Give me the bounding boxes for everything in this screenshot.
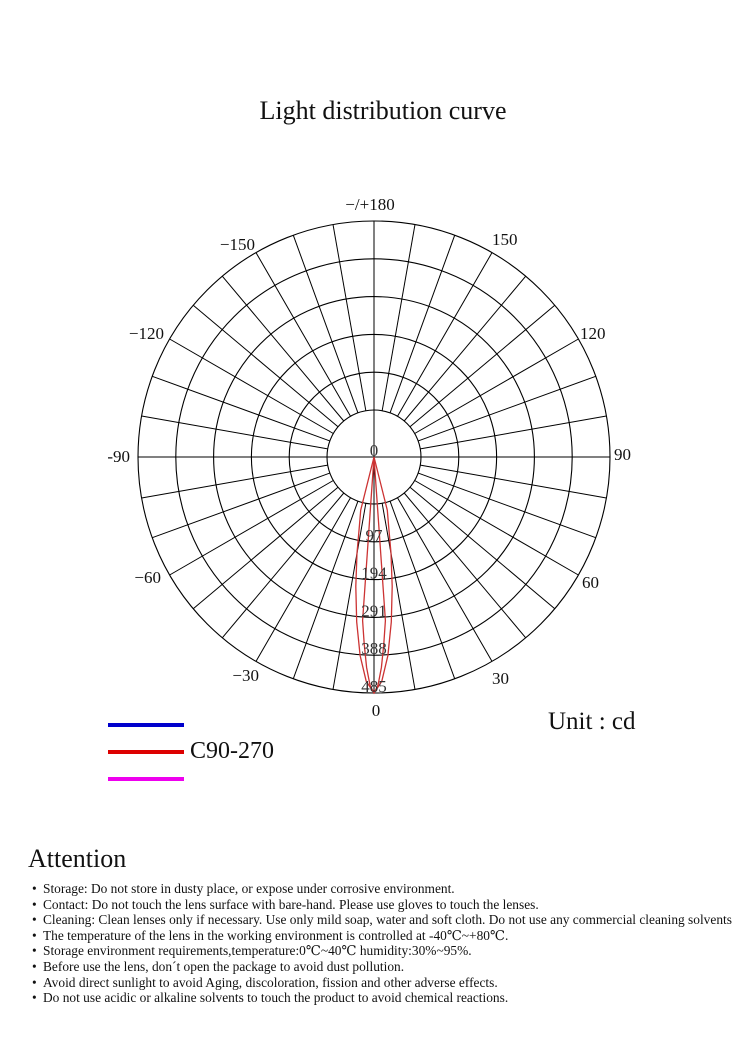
angle-label: −60 — [134, 568, 161, 587]
attention-item: • Do not use acidic or alkaline solvents to touch the product to avoid chemical reactions. — [32, 990, 732, 1006]
legend-line-blue — [108, 723, 184, 727]
legend-label: C90-270 — [190, 738, 274, 764]
grid-spoke — [142, 416, 328, 449]
grid-spoke — [222, 493, 343, 638]
angle-label: −/+180 — [345, 195, 395, 214]
grid-spoke — [404, 276, 525, 421]
grid-spoke — [293, 501, 358, 679]
attention-item: • Storage environment requirements,temperature:0℃~40℃ humidity:30%~95%. — [32, 943, 732, 959]
chart-title: Light distribution curve — [259, 96, 507, 125]
angle-label: −120 — [128, 324, 164, 343]
grid-spoke — [410, 487, 555, 608]
attention-item: • The temperature of the lens in the working environment is controlled at -40℃~+80℃. — [32, 928, 732, 944]
angle-label: 0 — [371, 701, 381, 720]
grid-spoke — [222, 276, 343, 421]
attention-item: • Contact: Do not touch the lens surface with bare-hand. Please use gloves to touch the lenses. — [32, 897, 732, 913]
grid-spoke — [404, 493, 525, 638]
angle-label: 30 — [492, 669, 509, 688]
grid-spoke — [293, 235, 358, 413]
radial-tick-label: 97 — [365, 525, 383, 545]
attention-item: • Storage: Do not store in dusty place, or expose under corrosive environment. — [32, 881, 732, 897]
legend-line-magenta — [108, 777, 184, 781]
legend-line-red — [108, 750, 184, 754]
attention-title: Attention — [28, 844, 127, 873]
grid-spoke — [410, 305, 555, 426]
grid-spoke — [418, 376, 596, 441]
angle-label: 60 — [582, 573, 599, 592]
grid-spoke — [193, 487, 338, 608]
grid-spoke — [152, 376, 330, 441]
angle-label: 90 — [614, 445, 631, 464]
grid-spoke — [418, 473, 596, 538]
attention-item: • Cleaning: Clean lenses only if necessary. Use only mild soap, water and soft cloth. Do not use any commercial cleaning solvents — [32, 912, 732, 928]
grid-spoke — [420, 416, 606, 449]
angle-label: 120 — [580, 324, 606, 343]
radial-tick-label: 388 — [361, 639, 387, 659]
radial-tick-label: 291 — [361, 601, 387, 621]
radial-tick-label: 194 — [361, 563, 387, 583]
grid-spoke — [152, 473, 330, 538]
grid-spoke — [390, 235, 455, 413]
radial-tick-label: 0 — [369, 441, 379, 460]
attention-list — [32, 881, 732, 1006]
angle-label: -90 — [107, 447, 130, 466]
unit-label: Unit : cd — [548, 708, 636, 735]
angle-label: −30 — [232, 666, 259, 685]
angle-label: 150 — [492, 230, 518, 249]
grid-spoke — [382, 225, 415, 411]
attention-item: • Avoid direct sunlight to avoid Aging, discoloration, fission and other adverse effects. — [32, 975, 732, 991]
radial-tick-label: 485 — [361, 677, 387, 696]
grid-spoke — [333, 225, 366, 411]
grid-spoke — [420, 465, 606, 498]
grid-spoke — [142, 465, 328, 498]
grid-spoke — [390, 501, 455, 679]
attention-item: • Before use the lens, don´t open the package to avoid dust pollution. — [32, 959, 732, 975]
grid-spoke — [193, 305, 338, 426]
angle-label: −150 — [219, 235, 255, 254]
